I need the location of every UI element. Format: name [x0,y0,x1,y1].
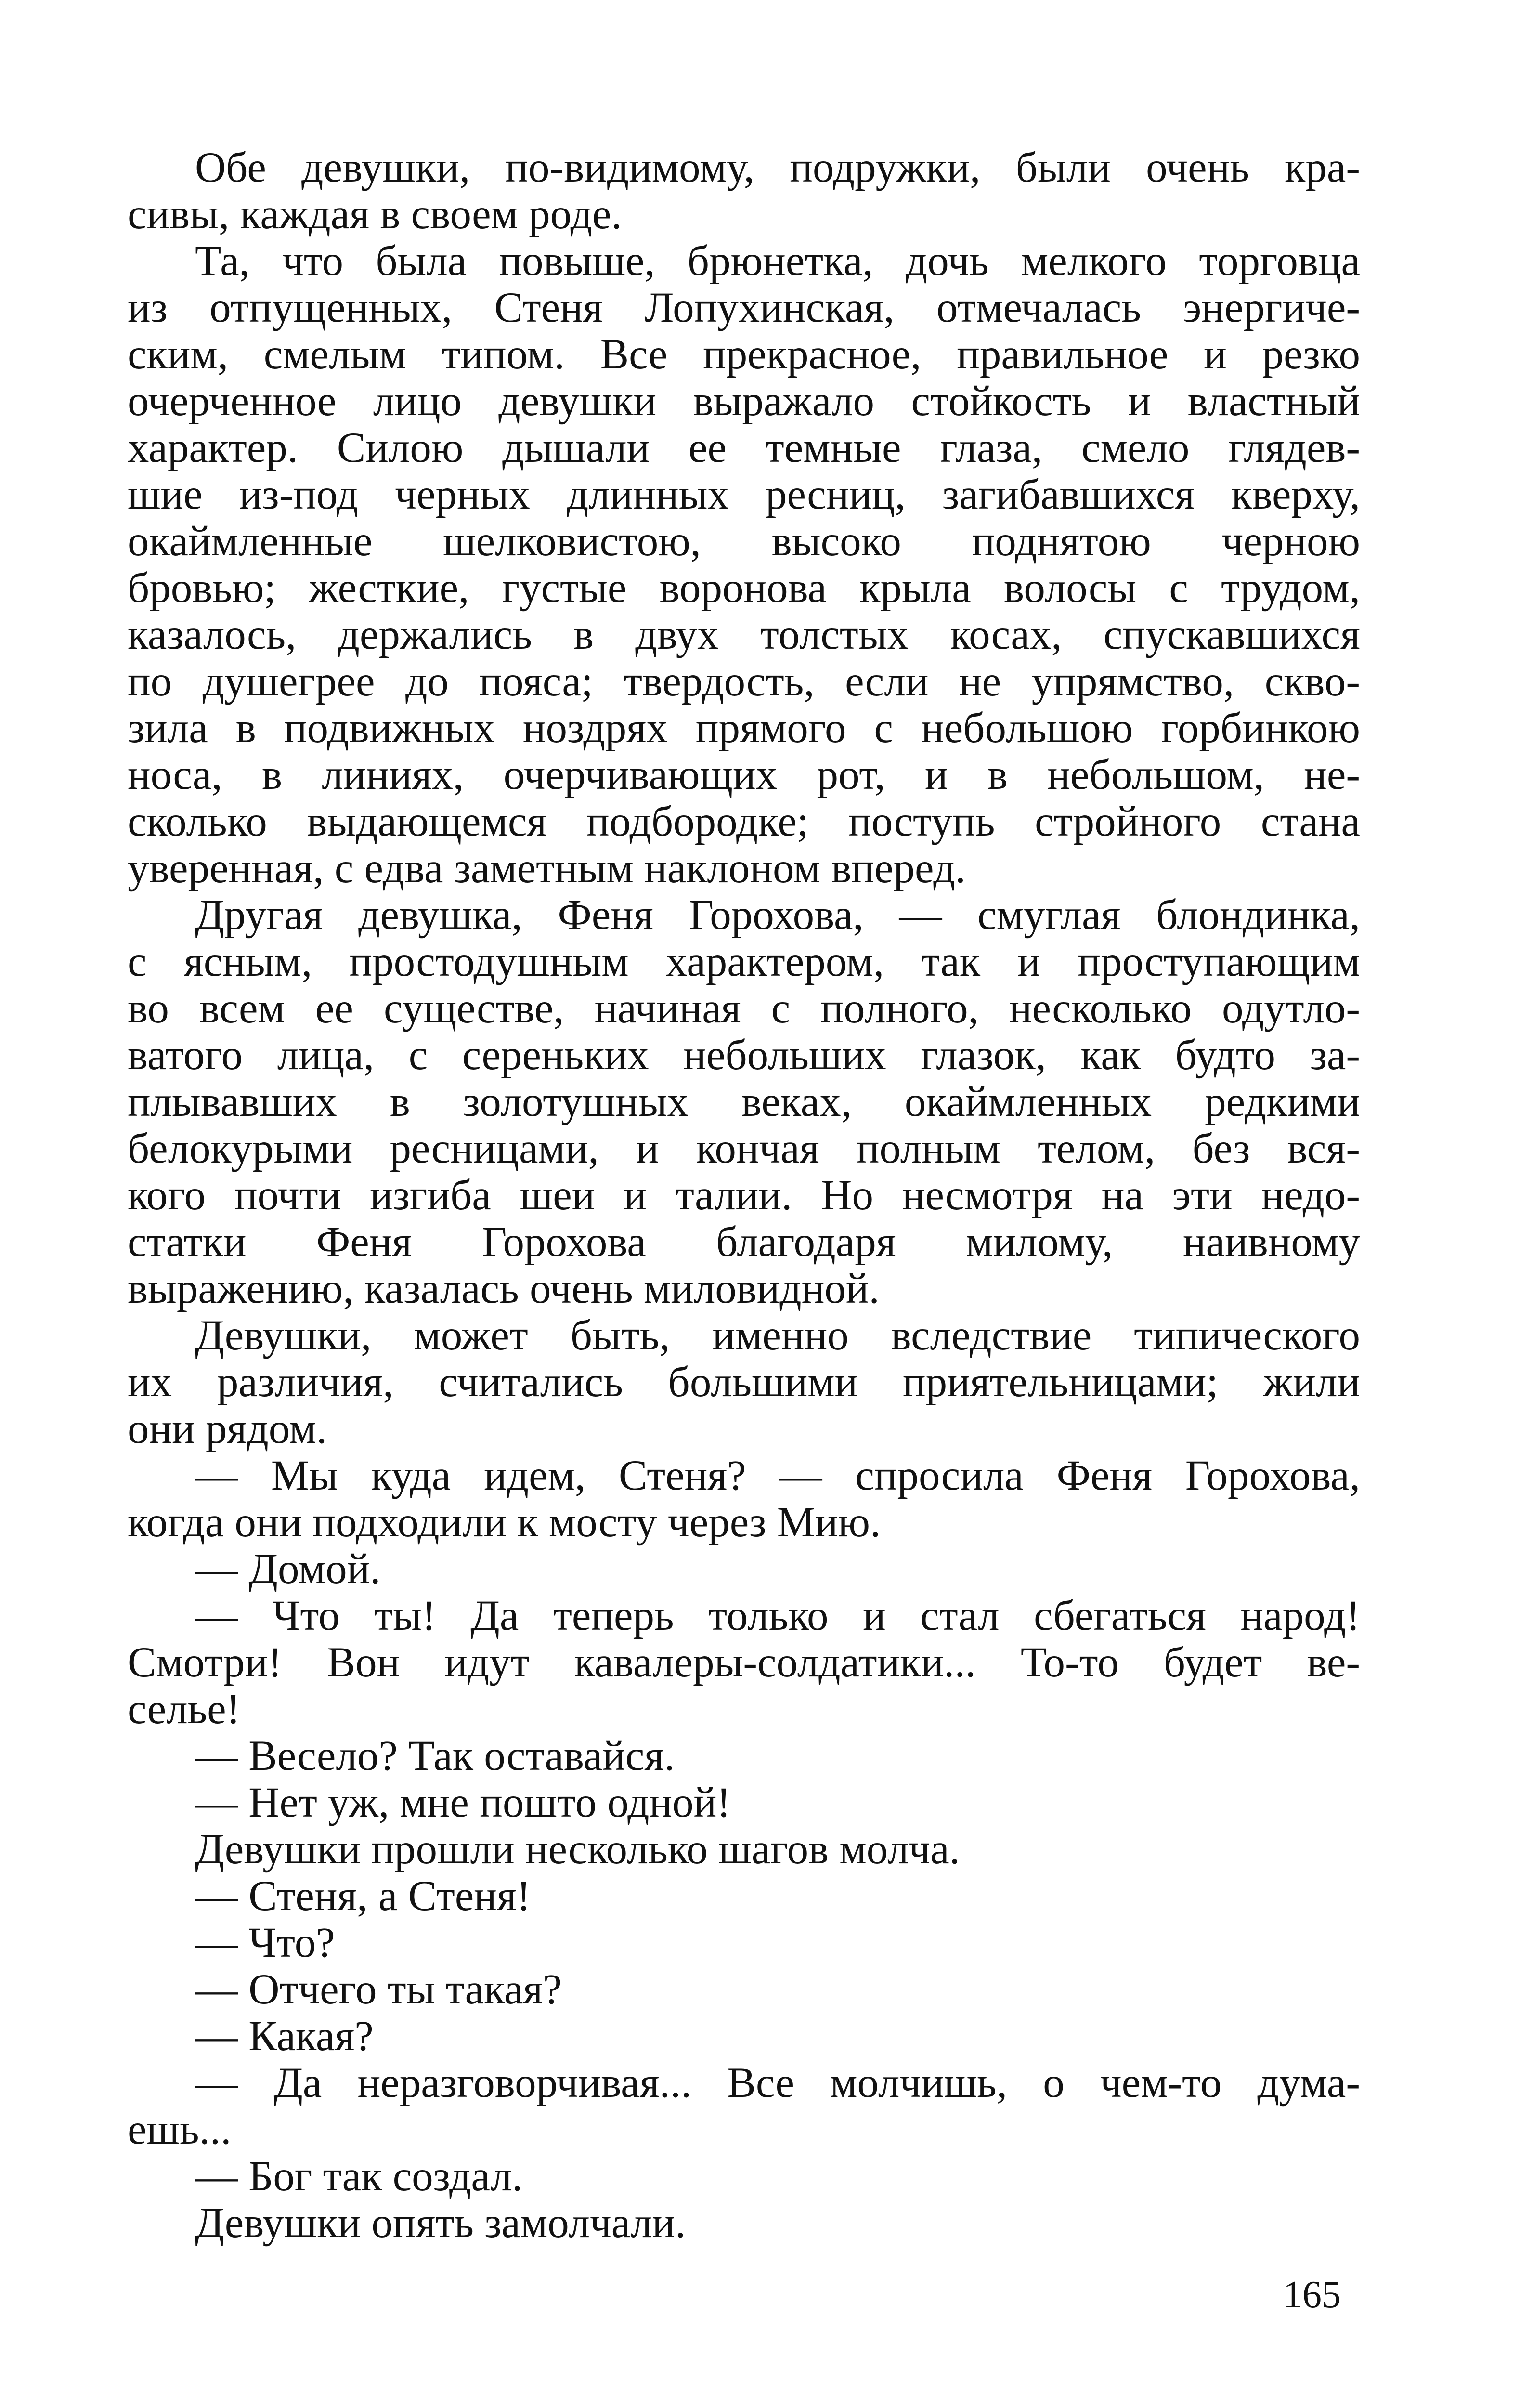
text-line: белокурыми ресницами, и кончая полным телом, без вся- [128,1125,1360,1172]
text-line: носа, в линиях, очерчивающих рот, и в небольшом, не- [128,751,1360,798]
text-line: Девушки опять замолчали. [195,2199,686,2247]
text-line: Смотри! Вон идут кавалеры-солдатики... То-то будет ве- [128,1639,1360,1686]
text-line: Другая девушка, Феня Горохова, — смуглая блондинка, [195,891,1360,939]
page-number: 165 [1283,2274,1341,2316]
text-line: — Какая? [195,2013,374,2060]
text-line: — Стеня, а Стеня! [195,1872,531,1920]
text-line: селье! [128,1686,241,1733]
text-line: ешь... [128,2106,232,2153]
text-line: — Отчего ты такая? [195,1966,562,2013]
text-line: их различия, считались большими приятельницами; жили [128,1359,1360,1406]
text-line: сколько выдающемся подбородке; поступь стройного стана [128,798,1360,845]
text-line: статки Феня Горохова благодаря милому, наивному [128,1218,1360,1266]
text-line: сивы, каждая в своем роде. [128,191,622,238]
text-line: — Бог так создал. [195,2153,523,2200]
text-line: бровью; жесткие, густые воронова крыла волосы с трудом, [128,564,1360,612]
text-line: — Весело? Так оставайся. [195,1732,675,1780]
text-line: окаймленные шелковистою, высоко поднятою черною [128,518,1360,565]
text-line: шие из-под черных длинных ресниц, загибавшихся кверху, [128,471,1360,518]
text-line: ватого лица, с сереньких небольших глазок, как будто за- [128,1032,1360,1079]
text-line: — Что? [195,1919,335,1966]
text-line: Обе девушки, по-видимому, подружки, были очень кра- [195,144,1360,191]
text-line: плывавших в золотушных веках, окаймленных редкими [128,1078,1360,1125]
text-line: кого почти изгиба шеи и талии. Но несмотря на эти недо- [128,1172,1360,1219]
text-line: — Нет уж, мне пошто одной! [195,1779,731,1826]
text-line: — Да неразговорчивая... Все молчишь, о чем-то дума- [195,2059,1360,2107]
text-line: очерченное лицо девушки выражало стойкость и властный [128,378,1360,425]
text-line: — Что ты! Да теперь только и стал сбегаться народ! [195,1592,1360,1639]
text-line: они рядом. [128,1405,327,1453]
text-line: когда они подходили к мосту через Мию. [128,1499,881,1546]
text-line: ским, смелым типом. Все прекрасное, правильное и резко [128,331,1360,378]
text-line: казалось, держались в двух толстых косах, спускавшихся [128,611,1360,658]
text-line: характер. Силою дышали ее темные глаза, смело глядев- [128,424,1360,471]
text-line: из отпущенных, Стеня Лопухинская, отмечалась энергиче- [128,284,1360,331]
text-line: зила в подвижных ноздрях прямого с небольшою горбинкою [128,705,1360,752]
text-line: выражению, казалась очень миловидной. [128,1265,880,1312]
text-line: Та, что была повыше, брюнетка, дочь мелкого торговца [195,237,1360,285]
text-line: во всем ее существе, начиная с полного, несколько одутло- [128,985,1360,1032]
text-line: по душегрее до пояса; твердость, если не упрямство, скво- [128,658,1360,705]
text-line: — Мы куда идем, Стеня? — спросила Феня Горохова, [195,1452,1360,1499]
text-line: с ясным, простодушным характером, так и проступающим [128,938,1360,985]
text-line: Девушки прошли несколько шагов молча. [195,1826,960,1873]
text-line: уверенная, с едва заметным наклоном вперед. [128,845,966,892]
text-line: — Домой. [195,1545,381,1593]
body-text [128,144,1360,2247]
text-line: Девушки, может быть, именно вследствие типического [195,1312,1360,1359]
